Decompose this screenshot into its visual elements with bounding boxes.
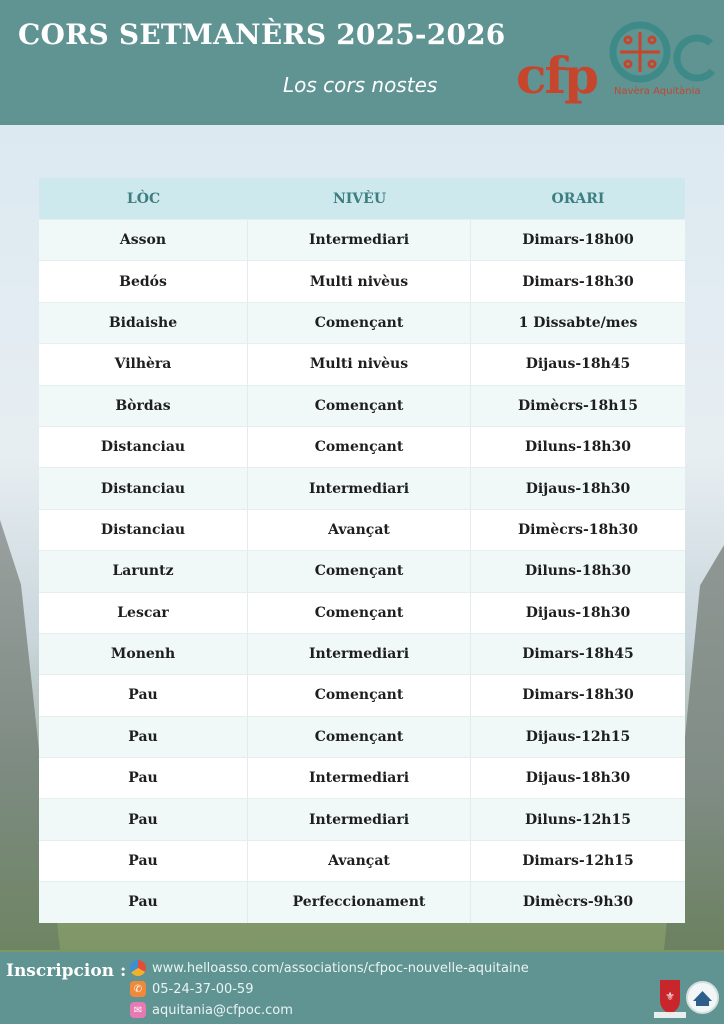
cell-orari: Dijaus-18h45 bbox=[525, 356, 631, 373]
table-row bbox=[39, 260, 685, 301]
cell-nivel: Començant bbox=[248, 675, 471, 715]
cell-nivel: Avançat bbox=[248, 510, 471, 550]
schedule-table bbox=[39, 178, 685, 923]
cell-nivel: Intermediari bbox=[248, 220, 471, 260]
cell-nivel: Començant bbox=[248, 593, 471, 633]
cell-loc: Pau bbox=[39, 717, 248, 757]
cell-nivel: Començant bbox=[248, 717, 471, 757]
table-row bbox=[39, 219, 685, 260]
partner-logo bbox=[686, 981, 719, 1014]
cell-nivel: Començant bbox=[248, 551, 471, 591]
cell-nivel: Intermediari bbox=[248, 758, 471, 798]
cell-nivel: Intermediari bbox=[248, 799, 471, 839]
cell-orari: Dimars-18h30 bbox=[522, 687, 634, 704]
cell-nivel: Multi nivèus bbox=[248, 344, 471, 384]
phone-number[interactable]: 05-24-37-00-59 bbox=[152, 981, 254, 997]
cell-orari: Dimècrs-9h30 bbox=[522, 894, 634, 911]
registration-label: Inscripcion : bbox=[6, 961, 127, 981]
cell-loc: Vilhèra bbox=[39, 344, 248, 384]
column-header-nivel: NIVÈU bbox=[332, 190, 387, 207]
cell-nivel: Intermediari bbox=[248, 468, 471, 508]
cell-loc: Pau bbox=[39, 675, 248, 715]
cell-orari: 1 Dissabte/mes bbox=[518, 314, 638, 331]
table-body bbox=[39, 219, 685, 923]
cell-orari: Dimars-18h00 bbox=[522, 232, 634, 249]
column-header-loc: LÒC bbox=[126, 190, 161, 207]
cell-loc: Distanciau bbox=[39, 510, 248, 550]
page-subtitle: Los cors nostes bbox=[283, 73, 438, 97]
table-row bbox=[39, 509, 685, 550]
table-row bbox=[39, 592, 685, 633]
cell-loc: Bòrdas bbox=[39, 386, 248, 426]
page-title: CORS SETMANÈRS 2025-2026 bbox=[18, 18, 506, 51]
cell-orari: Dimècrs-18h30 bbox=[518, 521, 638, 538]
cell-orari: Dimars-18h45 bbox=[522, 646, 634, 663]
cell-orari: Diluns-18h30 bbox=[525, 563, 631, 580]
cell-loc: Pau bbox=[39, 758, 248, 798]
cell-orari: Diluns-12h15 bbox=[525, 811, 631, 828]
cell-loc: Pau bbox=[39, 882, 248, 922]
region-nouvelle-aquitaine-logo bbox=[652, 978, 688, 1018]
cell-nivel: Començant bbox=[248, 427, 471, 467]
table-row bbox=[39, 633, 685, 674]
table-row bbox=[39, 881, 685, 922]
cell-orari: Dimècrs-18h15 bbox=[518, 397, 638, 414]
table-row bbox=[39, 550, 685, 591]
svg-text:⚜: ⚜ bbox=[665, 990, 675, 1003]
cfpoc-logo bbox=[512, 18, 718, 110]
cell-loc: Pau bbox=[39, 799, 248, 839]
table-row bbox=[39, 757, 685, 798]
table-row bbox=[39, 426, 685, 467]
cell-loc: Lescar bbox=[39, 593, 248, 633]
cell-loc: Laruntz bbox=[39, 551, 248, 591]
cell-nivel: Perfeccionament bbox=[248, 882, 471, 922]
cell-loc: Bedós bbox=[39, 261, 248, 301]
website-link[interactable]: www.helloasso.com/associations/cfpoc-nouvelle-aquitaine bbox=[152, 960, 529, 976]
email-icon: ✉ bbox=[130, 1002, 146, 1018]
cell-orari: Dimars-12h15 bbox=[522, 853, 634, 870]
table-row bbox=[39, 385, 685, 426]
table-row bbox=[39, 674, 685, 715]
cell-orari: Dijaus-18h30 bbox=[525, 604, 631, 621]
cell-nivel: Intermediari bbox=[248, 634, 471, 674]
table-row bbox=[39, 467, 685, 508]
cell-nivel: Multi nivèus bbox=[248, 261, 471, 301]
cell-orari: Dijaus-12h15 bbox=[525, 728, 631, 745]
email-line[interactable] bbox=[130, 1002, 293, 1018]
cell-loc: Pau bbox=[39, 841, 248, 881]
website-line[interactable] bbox=[130, 960, 529, 976]
cell-nivel: Començant bbox=[248, 303, 471, 343]
web-icon bbox=[130, 960, 146, 976]
logo-cfp: cfp bbox=[516, 46, 597, 105]
cell-orari: Dijaus-18h30 bbox=[525, 770, 631, 787]
cell-loc: Asson bbox=[39, 220, 248, 260]
cell-nivel: Avançat bbox=[248, 841, 471, 881]
cell-loc: Distanciau bbox=[39, 468, 248, 508]
cell-loc: Distanciau bbox=[39, 427, 248, 467]
cell-loc: Monenh bbox=[39, 634, 248, 674]
phone-icon: ✆ bbox=[130, 981, 146, 997]
table-row bbox=[39, 343, 685, 384]
email-address[interactable]: aquitania@cfpoc.com bbox=[152, 1002, 293, 1018]
cell-orari: Diluns-18h30 bbox=[525, 439, 631, 456]
phone-line[interactable] bbox=[130, 981, 253, 997]
table-header bbox=[39, 178, 685, 219]
header bbox=[0, 0, 724, 125]
column-header-orari: ORARI bbox=[551, 190, 605, 207]
cell-orari: Dimars-18h30 bbox=[522, 273, 634, 290]
table-row bbox=[39, 716, 685, 757]
cell-nivel: Començant bbox=[248, 386, 471, 426]
cell-orari: Dijaus-18h30 bbox=[525, 480, 631, 497]
table-row bbox=[39, 840, 685, 881]
footer bbox=[0, 952, 724, 1024]
table-row bbox=[39, 798, 685, 839]
cell-loc: Bidaishe bbox=[39, 303, 248, 343]
table-row bbox=[39, 302, 685, 343]
logo-tagline: Navèra Aquitània bbox=[614, 86, 701, 97]
